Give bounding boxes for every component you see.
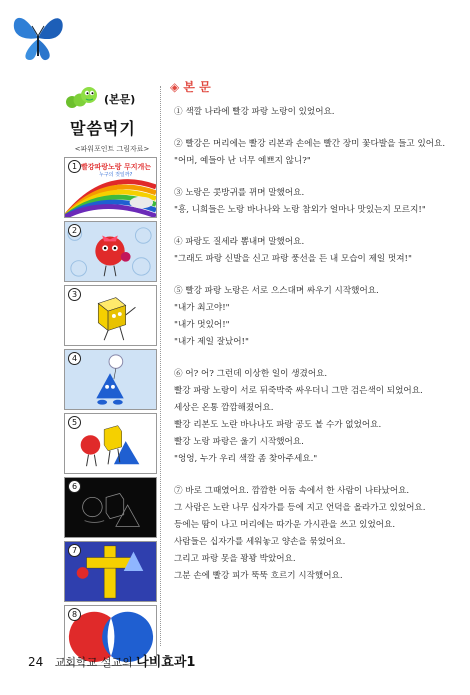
text-line: "엉엉, 누가 우리 색깔 좀 찾아주세요." [174, 454, 318, 464]
text-line: "그래도 파랑 신발을 신고 파랑 풍선을 든 내 모습이 제일 멋져!" [174, 254, 412, 264]
slide-thumbnail-4 [64, 349, 157, 410]
slide-thumbnail-6 [64, 477, 157, 538]
text-line: 세상은 온통 깜깜해졌어요. [174, 403, 274, 413]
text-line: ④ 파랑도 질세라 뽐내며 말했어요. [174, 237, 305, 247]
slide-number: 3 [68, 288, 81, 301]
paragraph-3 [174, 185, 464, 219]
column-divider [160, 86, 161, 646]
paragraph-4 [174, 234, 464, 268]
page-footer [28, 651, 195, 670]
paragraph-5 [174, 283, 464, 351]
sermon-tag: (본문) [104, 93, 136, 106]
text-line: "내가 제일 잘났어!" [174, 337, 249, 347]
page-number: 24 [28, 655, 44, 669]
paragraph-2 [174, 136, 464, 170]
paragraph-6 [174, 366, 464, 468]
text-line: "어머, 예들아 난 너무 예쁘지 않니?" [174, 156, 311, 166]
text-line: "흥, 니희들은 노랑 바나나와 노랑 참외가 얼마나 맛있는지 모르지!" [174, 205, 426, 215]
text-line: ⑦ 바로 그때였어요. 깜깜한 어둠 속에서 한 사람이 나타났어요. [174, 486, 410, 496]
text-line: 빨강 노랑 파랑은 울기 시작했어요. [174, 437, 304, 447]
text-line: 그 사람은 노란 나무 십자가를 등에 지고 언덕을 올라가고 있었어요. [174, 503, 426, 513]
slide-thumbnail-1 [64, 157, 157, 218]
text-line: "내가 멋있어!" [174, 320, 230, 330]
text-line: 사람들은 십자가를 세워놓고 양손을 묶었어요. [174, 537, 346, 547]
section-title: 말씀먹기 [70, 119, 136, 138]
text-line: ⑤ 빨강 파랑 노랑은 서로 으스대며 싸우기 시작했어요. [174, 286, 379, 296]
slide-thumbnail-7 [64, 541, 157, 602]
text-line: 그리고 파랑 못을 꽝꽝 박았어요. [174, 554, 296, 564]
text-line: 빨강 리본도 노란 바나나도 파랑 공도 볼 수가 없었어요. [174, 420, 382, 430]
slide-1-caption-sub: 누구의 것일까? [99, 172, 133, 178]
slide-number: 6 [68, 480, 81, 493]
section-heading: ◈ 본 문 [170, 80, 211, 94]
paragraph-7 [174, 483, 464, 585]
butterfly-icon [8, 6, 68, 66]
slide-number: 1 [68, 160, 81, 173]
book-title: 나비효과1 [136, 655, 196, 670]
slide-number: 8 [68, 608, 81, 621]
slide-thumbnail-2 [64, 221, 157, 282]
paragraph-1 [174, 104, 464, 121]
slide-thumbnail-3 [64, 285, 157, 346]
text-line: ② 빨강은 머리에는 빨강 리본과 손에는 빨간 장미 꽃다발을 들고 있어요. [174, 139, 446, 149]
text-line: 빨강 파랑 노랑이 서로 뒤죽박죽 싸우더니 그만 검은색이 되었어요. [174, 386, 423, 396]
text-line: 그분 손에 빨강 피가 뚝뚝 흐르기 시작했어요. [174, 571, 343, 581]
slide-number: 5 [68, 416, 81, 429]
text-line: ⑥ 어? 어? 그런데 이상한 일이 생겼어요. [174, 369, 328, 379]
text-line: 등에는 땀이 나고 머리에는 따가운 가시관을 쓰고 있었어요. [174, 520, 396, 530]
slide-number: 4 [68, 352, 81, 365]
slide-thumbnail-5 [64, 413, 157, 474]
text-line: ③ 노랑은 콧방귀를 뀌며 말했어요. [174, 188, 305, 198]
text-line: ① 색깔 나라에 빨강 파랑 노랑이 있었어요. [174, 107, 335, 117]
book-series: 교회학교 설교의 [54, 656, 133, 669]
text-line: "내가 최고야!" [174, 303, 230, 313]
sermon-body [174, 104, 464, 585]
slide-number: 7 [68, 544, 81, 557]
slide-caption: <파워포인트 그림자료> [74, 145, 150, 153]
slide-1-caption: 빨강파랑노랑 무지개는 [81, 163, 152, 171]
slide-number: 2 [68, 224, 81, 237]
caterpillar-icon [64, 82, 100, 112]
